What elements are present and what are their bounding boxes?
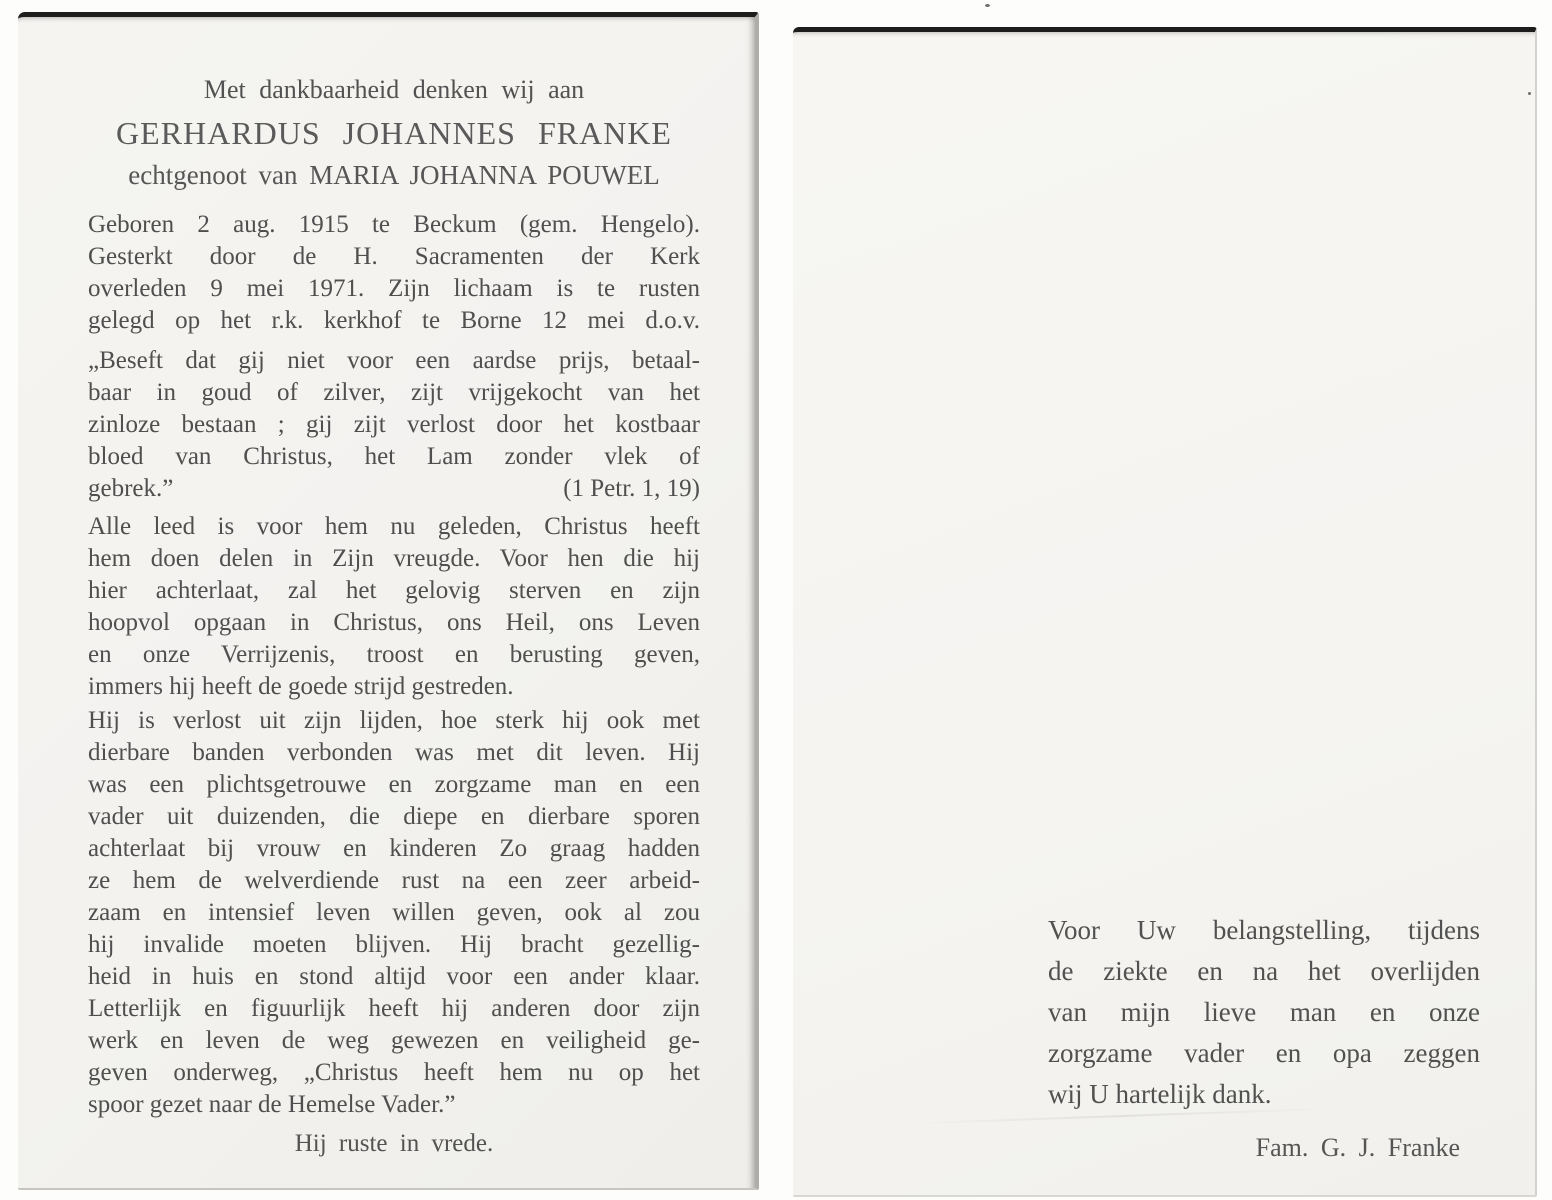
tribute-last-line: spoor gezet naar de Hemelse Vader.” — [88, 1091, 456, 1118]
text-line: baar in goud of zilver, zijt vrijgekocht van het — [88, 379, 700, 406]
text-line: hier achterlaat, zal het gelovig sterven en zijn — [88, 577, 700, 604]
scripture-citation: (1 Petr. 1, 19) — [563, 475, 700, 502]
acknowledgement-block — [1048, 910, 1480, 1168]
tribute-paragraph — [88, 705, 700, 1121]
family-signature: Fam. G. J. Franke — [1255, 1133, 1460, 1162]
quote-last-words: gebrek.” — [88, 475, 174, 502]
rest-in-peace-line: Hij ruste in vrede. — [294, 1130, 494, 1157]
text-line: Hij is verlost uit zijn lijden, hoe sterk hij ook met — [88, 707, 700, 734]
text-line: hoopvol opgaan in Christus, ons Heil, ons Leven — [88, 609, 700, 636]
text-line: was een plichtsgetrouwe en zorgzame man en een — [88, 771, 700, 798]
text-line: zaam en intensief leven willen geven, ook al zou — [88, 899, 700, 926]
text-line: hij invalide moeten blijven. Hij bracht gezellig- — [88, 931, 700, 958]
text-line: heid in huis en stond altijd voor een ander klaar. — [88, 963, 700, 990]
text-line: overleden 9 mei 1971. Zijn lichaam is te rusten — [88, 275, 700, 302]
text-line: gelegd op het r.k. kerkhof te Borne 12 mei d.o.v. — [88, 307, 700, 334]
text-line: Letterlijk en figuurlijk heeft hij anderen door zijn — [88, 995, 700, 1022]
acknowledgement-last-line: wij U hartelijk dank. — [1048, 1079, 1272, 1109]
text-line: zorgzame vader en opa zeggen — [1048, 1038, 1480, 1068]
text-line: dierbare banden verbonden was met dit leven. Hij — [88, 739, 700, 766]
text-line: achterlaat bij vrouw en kinderen Zo graag hadden — [88, 835, 700, 862]
memorial-intro-line: Met dankbaarheid denken wij aan — [203, 75, 585, 104]
vitals-paragraph — [88, 209, 700, 337]
scripture-quote-paragraph — [88, 345, 700, 505]
consolation-last-line: immers hij heeft de goede strijd gestreden. — [88, 673, 514, 700]
text-line: zinloze bestaan ; gij zijt verlost door het kostbaar — [88, 411, 700, 438]
memorial-card-back-page — [793, 27, 1537, 1197]
memorial-text-column — [88, 73, 700, 1161]
text-line: en onze Verrijzenis, troost en berusting geven, — [88, 641, 700, 668]
text-line: „Beseft dat gij niet voor een aardse prijs, betaal- — [88, 347, 700, 374]
memorial-card-front-page — [18, 12, 759, 1190]
text-line: geven onderweg, „Christus heeft hem nu op het — [88, 1059, 700, 1086]
text-line: werk en leven de weg gewezen en veiligheid ge- — [88, 1027, 700, 1054]
scan-speck — [985, 4, 990, 7]
acknowledgement-paragraph — [1048, 910, 1480, 1074]
text-line: bloed van Christus, het Lam zonder vlek of — [88, 443, 700, 470]
deceased-name: GERHARDUS JOHANNES FRANKE — [116, 115, 672, 151]
text-line: Gesterkt door de H. Sacramenten der Kerk — [88, 243, 700, 270]
text-line: Alle leed is voor hem nu geleden, Christus heeft — [88, 513, 700, 540]
scan-speck — [1528, 92, 1531, 95]
text-line: ze hem de welverdiende rust na een zeer arbeid- — [88, 867, 700, 894]
spouse-line: echtgenoot van MARIA JOHANNA POUWEL — [128, 160, 660, 190]
text-line: Voor Uw belangstelling, tijdens — [1048, 915, 1480, 945]
text-line: van mijn lieve man en onze — [1048, 997, 1480, 1027]
text-line: Geboren 2 aug. 1915 te Beckum (gem. Hengelo). — [88, 211, 700, 238]
text-line: hem doen delen in Zijn vreugde. Voor hen die hij — [88, 545, 700, 572]
text-line: vader uit duizenden, die diepe en dierbare sporen — [88, 803, 700, 830]
text-line: de ziekte en na het overlijden — [1048, 956, 1480, 986]
consolation-paragraph — [88, 511, 700, 703]
